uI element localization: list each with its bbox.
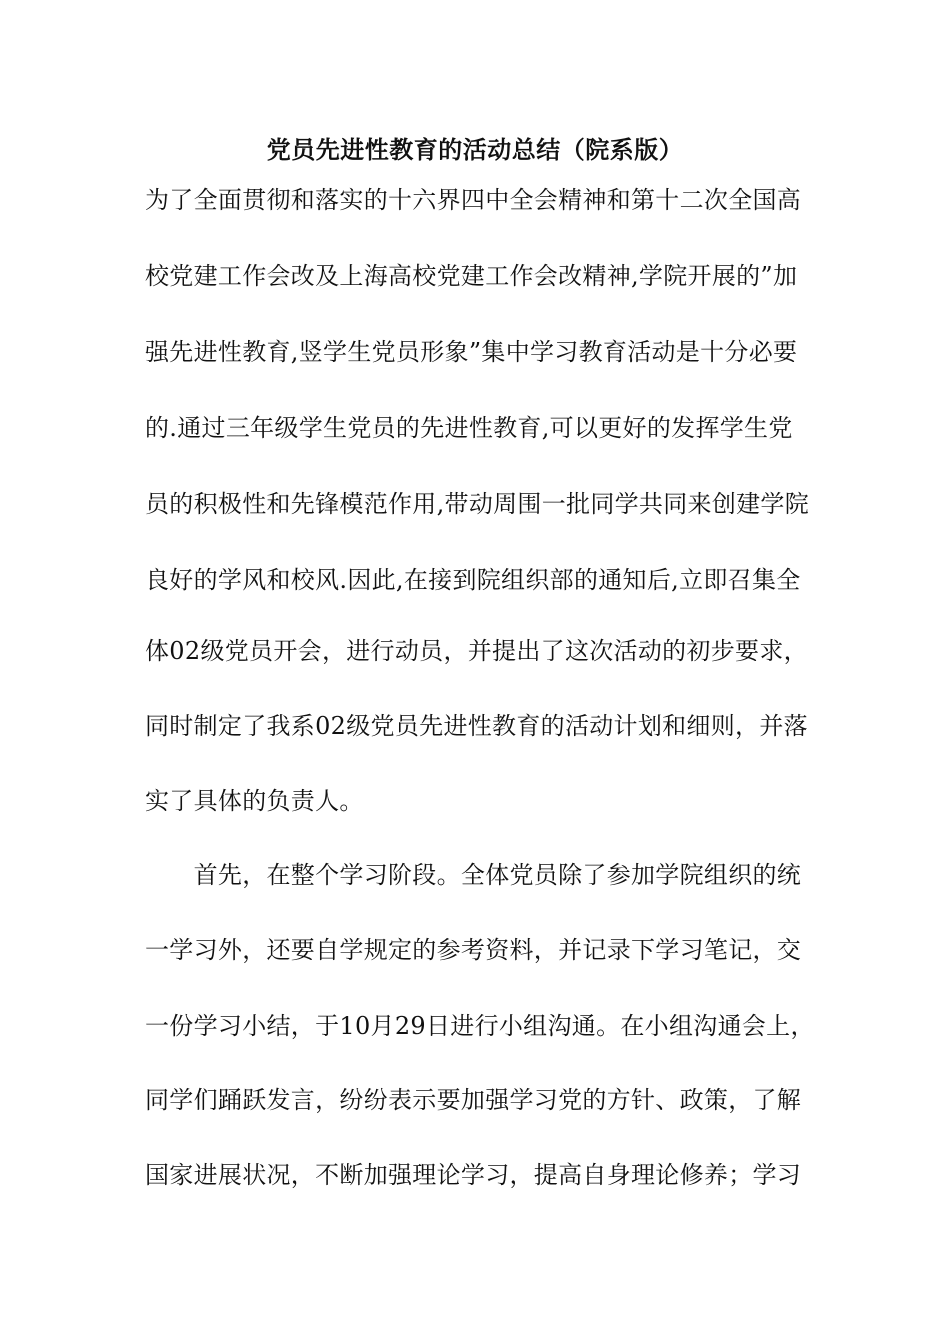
paragraph-1-line-5: 员的积极性和先锋模范作用,带动周围一批同学共同来创建学院 [145,490,810,518]
paragraph-2-line-3: 一份学习小结，于10月29日进行小组沟通。在小组沟通会上， [145,1012,815,1040]
paragraph-1-line-6: 良好的学风和校风.因此,在接到院组织部的通知后,立即召集全 [145,566,801,594]
paragraph-1-line-4: 的.通过三年级学生党员的先进性教育,可以更好的发挥学生党 [145,414,793,442]
paragraph-1-line-7: 体02级党员开会，进行动员，并提出了这次活动的初步要求， [145,637,808,665]
paragraph-1-line-9: 实了具体的负责人。 [145,787,364,815]
paragraph-2-line-1: 首先，在整个学习阶段。全体党员除了参加学院组织的统 [145,861,802,889]
paragraph-1-line-8: 同时制定了我系02级党员先进性教育的活动计划和细则，并落 [145,712,808,740]
paragraph-1-line-3: 强先进性教育,竖学生党员形象”集中学习教育活动是十分必要 [145,338,798,366]
paragraph-1-line-2: 校党建工作会改及上海高校党建工作会改精神,学院开展的”加 [145,262,798,290]
paragraph-2-line-5: 国家进展状况，不断加强理论学习，提高自身理论修养；学习 [145,1161,802,1189]
paragraph-2-line-4: 同学们踊跃发言，纷纷表示要加强学习党的方针、政策，了解 [145,1086,802,1114]
paragraph-1-line-1: 为了全面贯彻和落实的十六界四中全会精神和第十二次全国高 [145,186,802,214]
paragraph-2-line-2: 一学习外，还要自学规定的参考资料，并记录下学习笔记，交 [145,936,802,964]
document-title: 党员先进性教育的活动总结（院系版） [266,135,684,164]
